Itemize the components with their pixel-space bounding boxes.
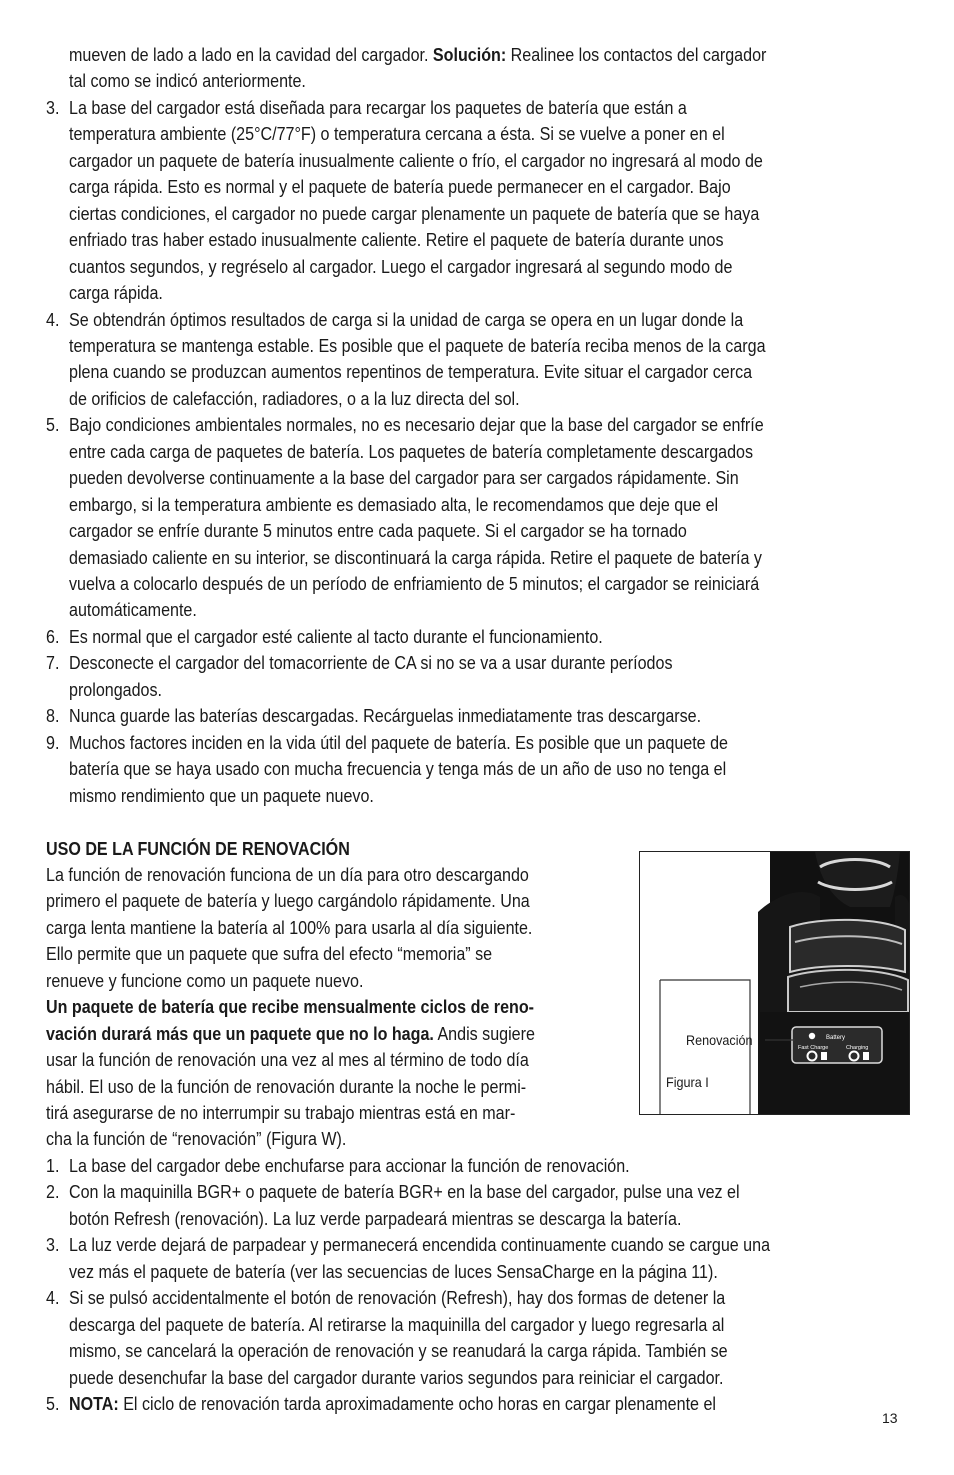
list-item-number: 3. (46, 1234, 60, 1256)
list-item-line: pueden devolverse continuamente a la base del cargador para ser cargados rápidamente. Sin (69, 467, 739, 489)
panel-fast-charge-label: Fast Charge (798, 1045, 829, 1051)
section-paragraph-line: La función de renovación funciona de un día para otro descargando (46, 863, 529, 885)
list-item-number: 6. (46, 625, 60, 647)
list-item-line: temperatura se mantenga estable. Es posible que el paquete de batería reciba menos de la carga (69, 334, 766, 356)
bold-run: NOTA: (69, 1392, 119, 1414)
refresh-led-icon (809, 1033, 815, 1039)
section-paragraph-line: usar la función de renovación una vez al mes al término de todo día (46, 1049, 529, 1071)
list-item-number: 7. (46, 652, 60, 674)
list-item-line: Es normal que el cargador esté caliente al tacto durante el funcionamiento. (69, 625, 603, 647)
list-item-line: descarga del paquete de batería. Al retirarse la maquinilla del cargador y luego regresarla al (69, 1313, 725, 1335)
text-run: El ciclo de renovación tarda aproximadamente ocho horas en cargar plenamente el (118, 1392, 716, 1414)
list-item-line: de orificios de calefacción, radiadores, o a la luz directa del sol. (69, 387, 520, 409)
emphasis-line: Un paquete de batería que recibe mensualmente ciclos de reno- (46, 996, 535, 1018)
intro-line (69, 68, 306, 95)
list-item-line: mismo, se cancelará la operación de renovación y se reanudará la carga rápida. También se (69, 1340, 728, 1362)
list-item-line: puede desenchufar la base del cargador durante varios segundos para reiniciar el cargador. (69, 1366, 724, 1388)
list-item-line: temperatura ambiente (25°C/77°F) o temperatura cercana a ésta. Si se vuelve a poner en el (69, 123, 725, 145)
intro-line (69, 42, 766, 69)
text-run: Realinee los contactos del cargador (506, 44, 767, 65)
list-item-line: prolongados. (69, 678, 163, 700)
emphasis-line (46, 1021, 535, 1048)
list-item-number: 2. (46, 1181, 60, 1203)
list-item-line: botón Refresh (renovación). La luz verde parpadeará mientras se descarga la batería. (69, 1207, 682, 1229)
list-item-line: Muchos factores inciden en la vida útil del paquete de batería. Es posible que un paquete de (69, 731, 728, 753)
list-item-line: entre cada carga de paquetes de batería. Los paquetes de batería completamente descargados (69, 440, 754, 462)
section-paragraph-line: tirá asegurarse de no interrumpir su trabajo mientras está en mar- (46, 1102, 516, 1123)
list-item-line: La base del cargador está diseñada para recargar los paquetes de batería que están a (69, 96, 687, 118)
list-item-line: vuelva a colocarlo después de un período de enfriamiento de 5 minutos; el cargador se reiniciará (69, 573, 760, 594)
list-item-line: Nunca guarde las baterías descargadas. Recárguelas inmediatamente tras descargarse. (69, 705, 702, 727)
list-item-line: plena cuando se produzcan aumentos repentinos de temperatura. Evite situar el cargador cerca (69, 361, 753, 383)
list-item-line: carga rápida. Esto es normal y el paquete de batería puede permanecer en el cargador. Bajo (69, 176, 731, 198)
list-item-line: La luz verde dejará de parpadear y permanecerá encendida continuamente cuando se cargue una (69, 1234, 771, 1256)
list-item-number: 5. (46, 1392, 60, 1414)
section-paragraph-line: carga lenta mantiene la batería al 100% para usarla al día siguiente. (46, 916, 533, 938)
list-item-line: vez más el paquete de batería (ver las secuencias de luces SensaCharge en la página 11). (69, 1260, 718, 1282)
list-item-line: La base del cargador debe enchufarse para accionar la función de renovación. (69, 1154, 630, 1176)
list-item-number: 3. (46, 96, 60, 118)
list-item-line: demasiado caliente en su interior, se discontinuará la carga rápida. Retire el paquete de batería y (69, 546, 762, 568)
list-item-line: cargador un paquete de batería inusualmente caliente o frío, el cargador no ingresará al modo de (69, 149, 763, 171)
list-item-number: 4. (46, 308, 60, 330)
list-item-line: Con la maquinilla BGR+ o paquete de batería BGR+ en la base del cargador, pulse una vez el (69, 1181, 740, 1203)
panel-charging-label: Charging (846, 1045, 869, 1051)
list-item-line: carga rápida. (69, 282, 163, 304)
list-item-number: 8. (46, 705, 60, 727)
renovacion-callout-label: Renovación (686, 1032, 753, 1048)
list-item-number: 1. (46, 1154, 60, 1176)
list-item-number: 9. (46, 731, 60, 753)
list-item-line: Bajo condiciones ambientales normales, no es necesario dejar que la base del cargador se enfríe (69, 414, 764, 436)
list-item-line: cargador se enfríe durante 5 minutos entre cada paquete. Si el cargador se ha tornado (69, 520, 687, 542)
section-paragraph-line: renueve y funcione como un paquete nuevo. (46, 969, 364, 991)
panel-battery-label: Battery (826, 1035, 846, 1041)
page-number: 13 (882, 1410, 898, 1426)
list-item-line: automáticamente. (69, 599, 197, 621)
figure-caption: Figura I (666, 1074, 709, 1090)
bold-run: Solución: (432, 44, 507, 65)
text-run: mueven de lado a lado en la cavidad del cargador. (69, 44, 433, 65)
list-item-line: mismo rendimiento que un paquete nuevo. (69, 784, 374, 806)
section-paragraph-line: Ello permite que un paquete que sufra del efecto “memoria” se (46, 943, 493, 965)
list-item-line: Desconecte el cargador del tomacorriente de CA si no se va a usar durante períodos (69, 652, 673, 674)
section-paragraph-line: primero el paquete de batería y luego cargándolo rápidamente. Una (46, 890, 530, 912)
bold-run: vación durará más que un paquete que no lo haga. (46, 1022, 434, 1044)
text-run: Andis sugiere (433, 1022, 535, 1044)
list-item-line: Se obtendrán óptimos resultados de carga si la unidad de carga se opera en un lugar donde la (69, 308, 744, 330)
section-heading: USO DE LA FUNCIÓN DE RENOVACIÓN (46, 837, 350, 859)
list-item-line: batería que se haya usado con mucha frecuencia y tenga más de un año de uso no tenga el (69, 758, 727, 780)
section-paragraph-line: hábil. El uso de la función de renovación durante la noche le permi- (46, 1075, 527, 1097)
list-item-line: Si se pulsó accidentalmente el botón de renovación (Refresh), hay dos formas de detener la (69, 1287, 726, 1309)
list-item-line: ciertas condiciones, el cargador no puede cargar plenamente un paquete de batería que se haya (69, 202, 760, 224)
text-run: tal como se indicó anteriormente. (69, 70, 306, 92)
list-item-line: enfriado tras haber estado inusualmente caliente. Retire el paquete de batería durante unos (69, 229, 724, 251)
list-item-number: 4. (46, 1287, 60, 1309)
list-item-line (69, 1391, 716, 1418)
list-item-number: 5. (46, 414, 60, 436)
list-item-line: cuantos segundos, y regréselo al cargador. Luego el cargador ingresará al segundo modo de (69, 255, 733, 277)
section-paragraph-line: cha la función de “renovación” (Figura W). (46, 1128, 347, 1150)
list-item-line: embargo, si la temperatura ambiente es demasiado alta, le recomendamos que deje que el (69, 493, 719, 515)
